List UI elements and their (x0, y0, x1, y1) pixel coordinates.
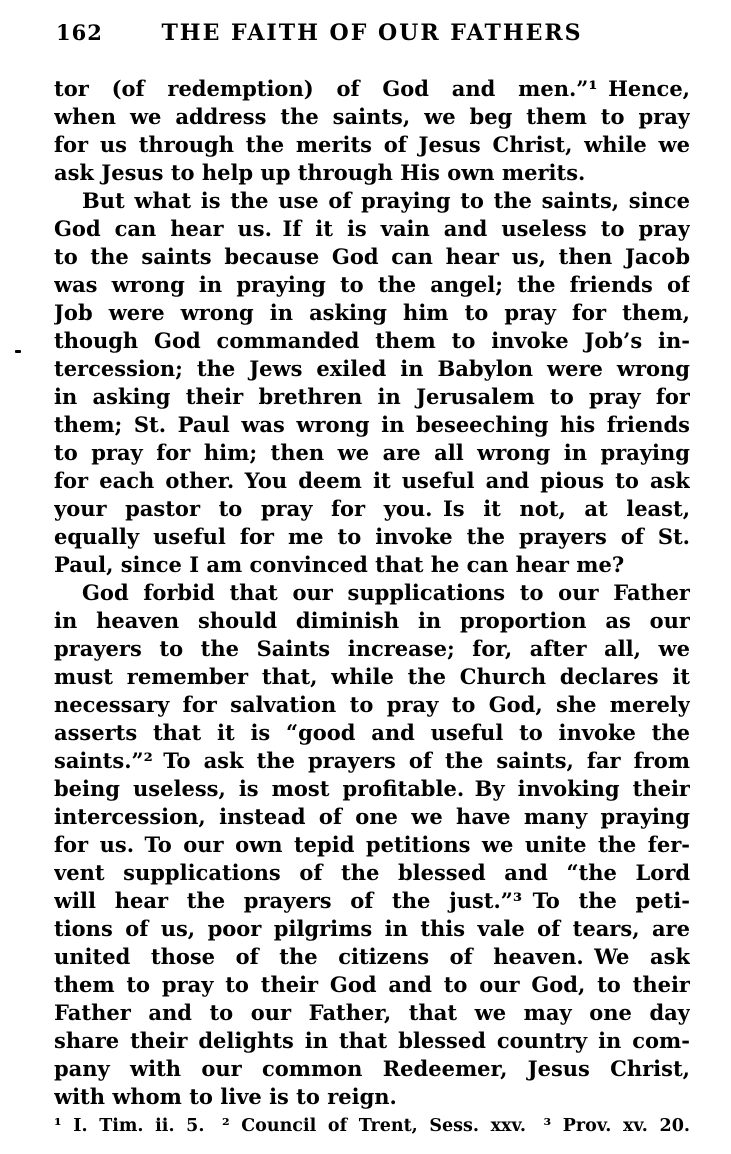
text-body (54, 75, 690, 1111)
text-line: when we address the saints, we beg them to pray (54, 104, 690, 129)
text-line: will hear the prayers of the just.”³ To the peti- (54, 888, 690, 913)
page-number: 162 (56, 20, 103, 45)
paragraph (54, 579, 690, 1111)
running-title: THE FAITH OF OUR FATHERS (161, 20, 583, 46)
text-line: prayers to the Saints increase; for, after all, we (54, 636, 690, 661)
text-line: them; St. Paul was wrong in beseeching his friends (54, 412, 690, 437)
text-line: intercession, instead of one we have many praying (54, 804, 690, 829)
text-line: tions of us, poor pilgrims in this vale of tears, are (54, 916, 690, 941)
text-line: though God commanded them to invoke Job’s in- (54, 328, 690, 353)
text-line: them to pray to their God and to our God, to their (54, 972, 690, 997)
text-line: saints.”² To ask the prayers of the saints, far from (54, 748, 690, 773)
text-line: your pastor to pray for you. Is it not, at least, (54, 496, 690, 521)
text-line: united those of the citizens of heaven. We ask (54, 944, 690, 969)
text-line: with whom to live is to reign. (54, 1084, 397, 1109)
text-line: God can hear us. If it is vain and useless to pray (54, 216, 690, 241)
text-line: for us through the merits of Jesus Christ, while we (54, 132, 690, 157)
footnote: ¹ I. Tim. ii. 5. ² Council of Trent, Sess. xxv. ³ Prov. xv. 20. (54, 1116, 690, 1136)
paragraph (54, 187, 690, 579)
text-line: Paul, since I am convinced that he can hear me? (54, 552, 625, 577)
text-line: ask Jesus to help up through His own merits. (54, 160, 586, 185)
text-column (54, 20, 690, 1138)
text-line: was wrong in praying to the angel; the friends of (54, 272, 690, 297)
text-line: to pray for him; then we are all wrong in praying (54, 440, 690, 465)
text-line: for us. To our own tepid petitions we unite the fer- (54, 832, 690, 857)
text-line: in asking their brethren in Jerusalem to pray for (54, 384, 690, 409)
text-line: Job were wrong in asking him to pray for them, (54, 300, 690, 325)
text-line: pany with our common Redeemer, Jesus Christ, (54, 1056, 690, 1081)
stray-ink-mark (15, 350, 21, 353)
running-header (54, 20, 690, 48)
text-line: necessary for salvation to pray to God, she merely (54, 692, 690, 717)
paragraph (54, 75, 690, 187)
text-line: But what is the use of praying to the saints, since (82, 188, 690, 213)
text-line: tor (of redemption) of God and men.”¹ Hence, (54, 76, 690, 101)
text-line: Father and to our Father, that we may one day (54, 1000, 690, 1025)
text-line: asserts that it is “good and useful to invoke the (54, 720, 690, 745)
text-line: to the saints because God can hear us, then Jacob (54, 244, 690, 269)
text-line: equally useful for me to invoke the prayers of St. (54, 524, 690, 549)
text-line: God forbid that our supplications to our Father (82, 580, 690, 605)
text-line: being useless, is most profitable. By invoking their (54, 776, 690, 801)
text-line: must remember that, while the Church declares it (54, 664, 690, 689)
text-line: tercession; the Jews exiled in Babylon were wrong (54, 356, 690, 381)
text-line: in heaven should diminish in proportion as our (54, 608, 690, 633)
text-line: vent supplications of the blessed and “the Lord (54, 860, 690, 885)
text-line: for each other. You deem it useful and pious to ask (54, 468, 690, 493)
text-line: share their delights in that blessed country in com- (54, 1028, 690, 1053)
